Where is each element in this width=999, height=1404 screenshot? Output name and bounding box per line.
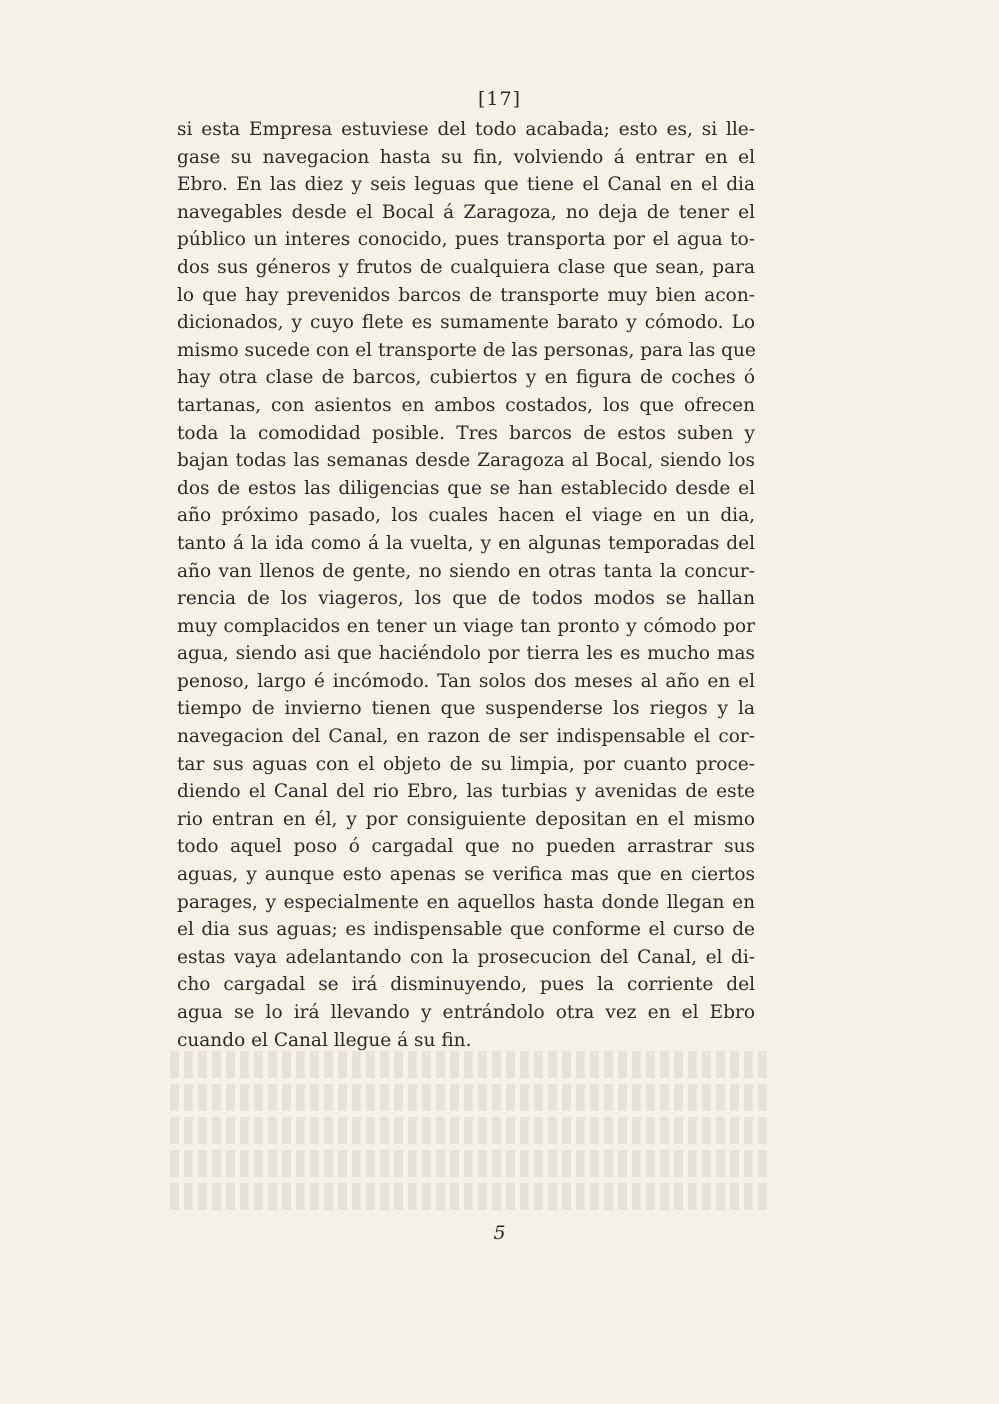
text-line: todo aquel poso ó cargadal que no pueden arrastrar sus: [177, 836, 755, 858]
text-line: bajan todas las semanas desde Zaragoza al Bocal, siendo los: [177, 450, 755, 472]
text-line: si esta Empresa estuviese del todo acabada; esto es, si lle-: [177, 119, 755, 140]
text-line: dos de estos las diligencias que se han establecido desde el: [177, 477, 755, 499]
text-line: rio entran en él, y por consiguiente depositan en el mismo: [177, 808, 755, 830]
text-line: tanto á la ida como á la vuelta, y en algunas temporadas del: [177, 532, 755, 554]
text-line: dicionados, y cuyo flete es sumamente barato y cómodo. Lo: [177, 312, 755, 334]
text-line: navegables desde el Bocal á Zaragoza, no deja de tener el: [177, 201, 755, 223]
text-line: tiempo de invierno tienen que suspenderse los riegos y la: [177, 698, 755, 720]
text-line: penoso, largo é incómodo. Tan solos dos meses al año en el: [177, 670, 755, 692]
text-line: estas vaya adelantando con la prosecucion del Canal, el di-: [177, 946, 755, 968]
text-line: lo que hay prevenidos barcos de transporte muy bien acon-: [177, 284, 755, 306]
text-line: gase su navegacion hasta su fin, volviendo á entrar en el: [177, 146, 755, 168]
text-line: muy complacidos en tener un viage tan pronto y cómodo por: [177, 615, 755, 637]
text-line: hay otra clase de barcos, cubiertos y en figura de coches ó: [177, 367, 755, 389]
text-line: diendo el Canal del rio Ebro, las turbias y avenidas de este: [177, 781, 755, 803]
body-text: [177, 116, 755, 1054]
text-line: año van llenos de gente, no siendo en otras tanta la concur-: [177, 560, 755, 582]
text-line: tartanas, con asientos en ambos costados, los que ofrecen: [177, 394, 755, 416]
text-line: público un interes conocido, pues transporta por el agua to-: [177, 229, 755, 251]
page-number: [17]: [477, 88, 521, 110]
text-line: Ebro. En las diez y seis leguas que tiene el Canal en el dia: [177, 174, 755, 196]
bleed-through-texture: [170, 1045, 770, 1235]
text-line: rencia de los viageros, los que de todos modos se hallan: [177, 588, 755, 610]
text-line: tar sus aguas con el objeto de su limpia, por cuanto proce-: [177, 753, 755, 775]
text-line: dos sus géneros y frutos de cualquiera clase que sean, para: [177, 256, 755, 278]
text-line: navegacion del Canal, en razon de ser indispensable el cor-: [177, 726, 755, 748]
text-line: agua se lo irá llevando y entrándolo otra vez en el Ebro: [177, 1002, 755, 1023]
text-line: año próximo pasado, los cuales hacen el viage en un dia,: [177, 505, 755, 527]
text-line: parages, y especialmente en aquellos hasta donde llegan en: [177, 891, 755, 913]
text-line: mismo sucede con el transporte de las personas, para las que: [177, 339, 756, 361]
text-line: toda la comodidad posible. Tres barcos de estos suben y: [177, 422, 755, 444]
signature-mark: 5: [493, 1222, 506, 1244]
text-line: cuando el Canal llegue á su fin.: [177, 1029, 472, 1051]
text-line: cho cargadal se irá disminuyendo, pues la corriente del: [177, 974, 755, 996]
text-line: agua, siendo asi que haciéndolo por tierra les es mucho mas: [177, 643, 755, 665]
text-line: el dia sus aguas; es indispensable que conforme el curso de: [177, 919, 755, 941]
text-line: aguas, y aunque esto apenas se verifica mas que en ciertos: [177, 864, 755, 886]
